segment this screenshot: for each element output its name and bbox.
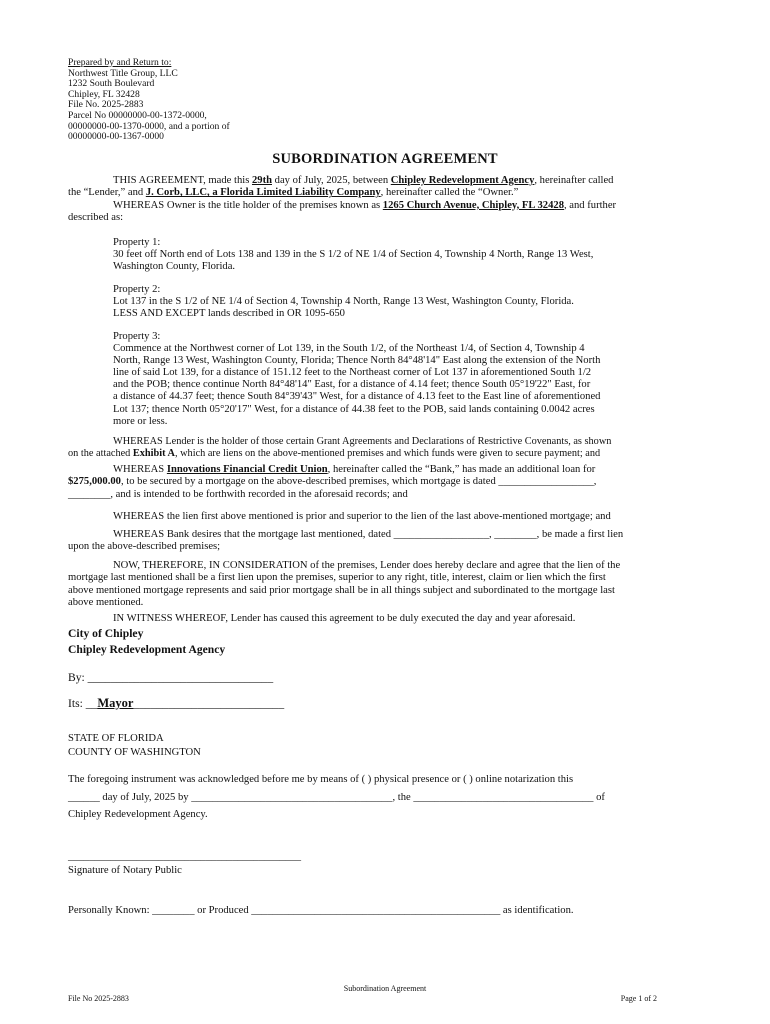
- company-name: Northwest Title Group, LLC: [68, 67, 178, 79]
- whereas-lender: [68, 436, 714, 461]
- property-1-line: 30 feet off North end of Lots 138 and 139 in the S 1/2 of NE 1/4 of Section 4, Township 4 North, Range 13 West,: [113, 249, 594, 261]
- exhibit-reference: Exhibit A: [132, 448, 175, 460]
- p1-text-d: the “Lender,” and: [68, 187, 146, 199]
- now-therefore-line: above mentioned.: [68, 597, 144, 609]
- property-3-line: a distance of 44.37 feet; thence South 84°39'43" West, for a distance of 4.13 feet to the East line of aforementioned: [113, 391, 601, 403]
- p1-text-a: THIS AGREEMENT, made this: [113, 175, 252, 186]
- whereas-desire: [68, 529, 714, 554]
- property-3-line: line of said Lot 139, for a distance of 151.12 feet to the Northeast corner of Lot 137 in aforementioned South 1/2: [113, 367, 592, 379]
- agreement-paragraph: [68, 175, 714, 225]
- notary-county: COUNTY OF WASHINGTON: [68, 747, 201, 758]
- footer-file-number: File No 2025-2883: [68, 994, 129, 1003]
- property-3-line: North, Range 13 West, Washington County, Florida; Thence North 84°48'14" East along the extension of the North: [113, 355, 601, 367]
- notary-acknowledgment: [68, 771, 605, 824]
- street-address: 1232 South Boulevard: [68, 78, 155, 90]
- property-2-line: Lot 137 in the S 1/2 of NE 1/4 of Section 4, Township 4 North, Range 13 West, Washington County, Florida.: [113, 296, 574, 308]
- ack-line-2[interactable]: ______ day of July, 2025 by ______________________________________, the __________________________________ of: [68, 791, 605, 803]
- property-3-line: Lot 137; thence North 05°20'17" West, for a distance of 44.38 feet to the POB, said lands containing 0.0042 acres: [113, 403, 595, 415]
- now-therefore-paragraph: [68, 560, 714, 610]
- whereas-bank: [68, 464, 714, 501]
- p1-text-c: , hereinafter called: [534, 175, 614, 186]
- file-number: File No. 2025-2883: [68, 99, 144, 111]
- property-2-label: Property 2:: [113, 284, 161, 295]
- by-signature-line[interactable]: By: ________________________________: [68, 671, 274, 684]
- its-label: Its:: [68, 697, 86, 710]
- whereas-desire-text: WHEREAS Bank desires that the mortgage last mentioned, dated __________________, ________, be made a first lien: [113, 529, 624, 540]
- its-title-line[interactable]: [68, 696, 284, 711]
- p2-text-a: WHEREAS Owner is the title holder of the premises known as: [113, 199, 383, 211]
- whereas-lien-text: WHEREAS the lien first above mentioned is prior and superior to the lien of the last above-mentioned mortgage; and: [113, 511, 611, 522]
- property-2-line: LESS AND EXCEPT lands described in OR 1095-650: [113, 308, 345, 320]
- p1-text-e: , hereinafter called the “Owner.”: [380, 187, 519, 199]
- whereas-lender-text: , which are liens on the above-mentioned premises and which funds were given to secure payment; and: [174, 448, 601, 460]
- witness-clause: [68, 613, 714, 625]
- whereas-desire-text: upon the above-described premises;: [68, 541, 221, 553]
- owner-name: J. Corb, LLC, a Florida Limited Liability Company: [145, 187, 381, 199]
- footer-title: Subordination Agreement: [343, 984, 427, 993]
- notary-signature-line[interactable]: ____________________________________________: [68, 851, 302, 862]
- property-1-label: Property 1:: [113, 237, 161, 248]
- property-3-line: and the POB; thence continue North 84°48'14" East, for a distance of 4.14 feet; thence South 05°19'22" East, for: [113, 379, 591, 391]
- whereas-lien: [68, 511, 714, 523]
- loan-amount: $275,000.00: [68, 476, 121, 488]
- property-1-line: Washington County, Florida.: [113, 261, 236, 273]
- property-3-line: Commence at the Northwest corner of Lot 139, in the South 1/2, of the Northeast 1/4, of Section 4, Township 4: [113, 343, 585, 355]
- now-therefore-line: NOW, THEREFORE, IN CONSIDERATION of the premises, Lender does hereby declare and agree that the lien of the: [113, 560, 621, 571]
- ack-line-3: Chipley Redevelopment Agency.: [68, 809, 208, 820]
- agreement-day: 29th: [251, 175, 272, 186]
- signatory-agency: Chipley Redevelopment Agency: [68, 643, 226, 656]
- city-state-zip: Chipley, FL 32428: [68, 88, 140, 100]
- whereas-bank-text: WHEREAS: [113, 464, 167, 475]
- notary-venue: [68, 732, 201, 760]
- property-3-line: more or less.: [113, 415, 168, 427]
- its-blank: __________________________: [133, 697, 285, 710]
- property-3: [113, 331, 686, 428]
- whereas-bank-text: ________, and is intended to be forthwith recorded in the aforesaid records; and: [68, 488, 408, 500]
- now-therefore-line: above mentioned mortgage represents and said prior mortgage shall be in all things subject and subordinated to the mortgage last: [68, 584, 615, 596]
- footer-page-number: Page 1 of 2: [620, 994, 657, 1003]
- notary-signature-label: Signature of Notary Public: [68, 865, 182, 876]
- document-title: SUBORDINATION AGREEMENT: [272, 151, 498, 167]
- parcel-line-2: 00000000-00-1370-0000, and a portion of: [68, 120, 230, 132]
- now-therefore-line: mortgage last mentioned shall be a first lien upon the premises, superior to any right, title, interest, claim or lien which the first: [68, 572, 606, 584]
- return-address-block: [68, 58, 230, 143]
- personally-known-line[interactable]: Personally Known: ________ or Produced _______________________________________________ as identification.: [68, 905, 574, 916]
- notary-state: STATE OF FLORIDA: [68, 733, 164, 744]
- signatory-city: City of Chipley: [68, 627, 144, 640]
- whereas-lender-line-1: WHEREAS Lender is the holder of those certain Grant Agreements and Declarations of Restrictive Covenants, as shown: [113, 436, 612, 447]
- witness-text: IN WITNESS WHEREOF, Lender has caused this agreement to be duly executed the day and year aforesaid.: [113, 613, 576, 624]
- property-1: [113, 237, 686, 273]
- its-blank: __: [85, 697, 98, 710]
- whereas-lender-text: on the attached: [68, 448, 133, 460]
- parcel-line-3: 00000000-00-1367-0000: [68, 131, 164, 143]
- property-2: [113, 284, 686, 320]
- p1-text-b: day of July, 2025, between: [272, 175, 391, 186]
- prepared-by-label: Prepared by and Return to:: [68, 57, 172, 68]
- bank-name: Innovations Financial Credit Union: [166, 464, 328, 475]
- p2-text-b: , and further: [564, 199, 617, 211]
- lender-name: Chipley Redevelopment Agency: [390, 175, 535, 186]
- ack-line-1: The foregoing instrument was acknowledged before me by means of ( ) physical presence or ( ) online notarization this: [68, 774, 574, 785]
- parcel-line-1: Parcel No 00000000-00-1372-0000,: [68, 109, 207, 121]
- whereas-bank-text: , hereinafter called the “Bank,” has made an additional loan for: [327, 464, 596, 475]
- whereas-bank-text: , to be secured by a mortgage on the above-described premises, which mortgage is dated __________________,: [120, 476, 597, 488]
- p2-text-c: described as:: [68, 212, 124, 224]
- premises-address: 1265 Church Avenue, Chipley, FL 32428: [382, 199, 564, 211]
- property-3-label: Property 3:: [113, 331, 161, 342]
- its-value-mayor: Mayor: [97, 696, 134, 710]
